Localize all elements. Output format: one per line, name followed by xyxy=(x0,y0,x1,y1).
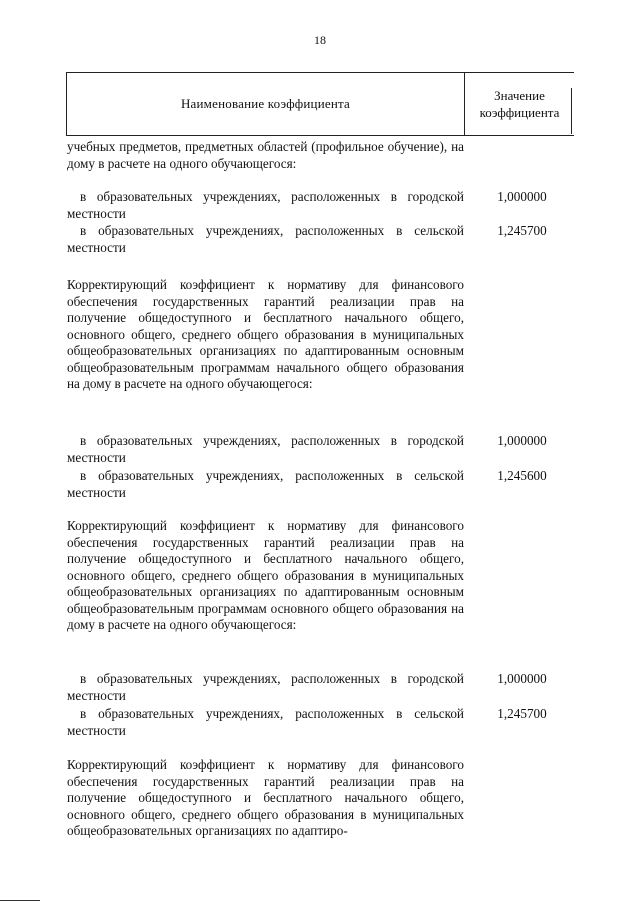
item-rural: в образовательных учреждениях, расположенных в сельской местности xyxy=(67,223,464,255)
coefficient-heading: Корректирующий коэффициент к нормативу для финансового обеспечения государственных гарантий реализации прав на получение общедоступного и бесплатного начального общего, основного общего, среднего общего образования в муниципальных общеобразовательных организациях по адаптиро- xyxy=(67,757,464,838)
column-header-value-line1: Значение xyxy=(494,88,545,103)
value-rural: 1,245700 xyxy=(497,706,547,721)
item-urban: в образовательных учреждениях, расположенных в городской местности xyxy=(67,433,464,465)
value-rural: 1,245600 xyxy=(497,468,547,483)
table-header xyxy=(66,72,574,136)
table-right-border xyxy=(571,88,572,134)
item-urban: в образовательных учреждениях, расположенных в городской местности xyxy=(67,671,464,703)
coefficient-heading: Корректирующий коэффициент к нормативу для финансового обеспечения государственных гарантий реализации прав на получение общедоступного и бесплатного начального общего, основного общего, среднего общего образования в муниципальных общеобразовательных организациях по адаптированным основным общеобразовательным программам основного общего образования на дому в расчете на одного обучающегося: xyxy=(67,518,464,632)
scan-edge-mark xyxy=(0,900,40,901)
value-rural: 1,245700 xyxy=(497,223,547,238)
intro-fragment: учебных предметов, предметных областей (профильное обучение), на дому в расчете на одного обучающегося: xyxy=(67,139,464,171)
item-rural: в образовательных учреждениях, расположенных в сельской местности xyxy=(67,468,464,500)
value-urban: 1,000000 xyxy=(497,189,547,204)
column-header-value-line2: коэффициента xyxy=(479,105,560,120)
column-header-value xyxy=(465,73,574,135)
item-urban: в образовательных учреждениях, расположенных в городской местности xyxy=(67,189,464,221)
value-urban: 1,000000 xyxy=(497,433,547,448)
coefficient-heading: Корректирующий коэффициент к нормативу для финансового обеспечения государственных гарантий реализации прав на получение общедоступного и бесплатного начального общего, основного общего, среднего общего образования в муниципальных общеобразовательных организациях по адаптированным основным общеобразовательным программам начального общего образования на дому в расчете на одного обучающегося: xyxy=(67,277,464,391)
column-header-name: Наименование коэффициента xyxy=(180,96,351,111)
value-urban: 1,000000 xyxy=(497,671,547,686)
item-rural: в образовательных учреждениях, расположенных в сельской местности xyxy=(67,706,464,738)
page-number: 18 xyxy=(314,33,326,47)
